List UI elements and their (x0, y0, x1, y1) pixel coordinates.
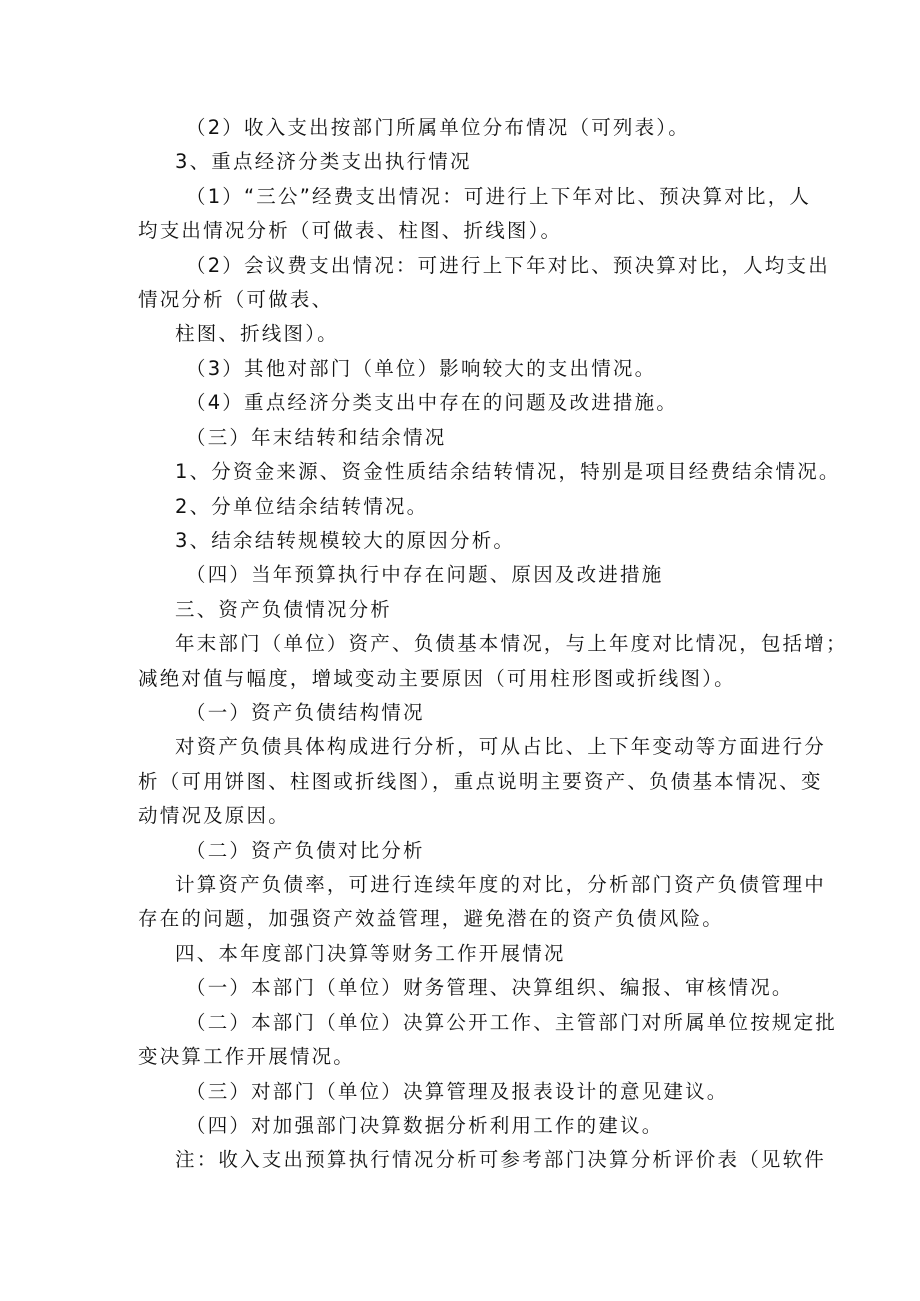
text-line: 三、资产负债情况分析 (175, 598, 393, 621)
text-line: （二）本部门（单位）决算公开工作、主管部门对所属单位按规定批 (186, 1011, 838, 1034)
text-line: （四）当年预算执行中存在问题、原因及改进措施 (186, 563, 664, 586)
text-line: 存在的问题，加强资产效益管理，避免潜在的资产负债风险。 (138, 907, 724, 930)
text-line: （一）资产负债结构情况 (186, 701, 425, 724)
text-line: 动情况及原因。 (138, 804, 290, 827)
text-line: 减绝对值与幅度，增域变动主要原因（可用柱形图或折线图）。 (138, 667, 736, 690)
text-line: （2）会议费支出情况：可进行上下年对比、预决算对比，人均支出 (186, 254, 830, 277)
text-line: （4）重点经济分类支出中存在的问题及改进措施。 (186, 391, 679, 414)
text-line: 析（可用饼图、柱图或折线图），重点说明主要资产、负债基本情况、变 (138, 770, 823, 793)
text-line: 注：收入支出预算执行情况分析可参考部门决算分析评价表（见软件 (175, 1148, 827, 1171)
text-line: （一）本部门（单位）财务管理、决算组织、编报、审核情况。 (186, 976, 794, 999)
text-line: （二）资产负债对比分析 (186, 839, 425, 862)
text-line: （3）其他对部门（单位）影响较大的支出情况。 (186, 357, 657, 380)
text-line: 柱图、折线图）。 (175, 322, 339, 345)
text-line: （1）“三公”经费支出情况：可进行上下年对比、预决算对比，人 (186, 185, 812, 208)
text-line: （四）对加强部门决算数据分析利用工作的建议。 (186, 1114, 664, 1137)
text-line: 变决算工作开展情况。 (138, 1045, 356, 1068)
text-line: 1、分资金来源、资金性质结余结转情况，特别是项目经费结余情况。 (175, 460, 841, 483)
text-line: 3、结余结转规模较大的原因分析。 (175, 529, 516, 552)
text-line: （三）年末结转和结余情况 (186, 426, 447, 449)
text-line: 均支出情况分析（可做表、柱图、折线图）。 (138, 219, 563, 242)
text-line: 2、分单位结余结转情况。 (175, 495, 429, 518)
text-line: 情况分析（可做表、 (138, 288, 334, 311)
text-line: 计算资产负债率，可进行连续年度的对比，分析部门资产负债管理中 (175, 873, 827, 896)
text-line: 对资产负债具体构成进行分析，可从占比、上下年变动等方面进行分 (175, 735, 827, 758)
text-line: 3、重点经济分类支出执行情况 (175, 150, 472, 173)
text-line: （三）对部门（单位）决算管理及报表设计的意见建议。 (186, 1080, 729, 1103)
text-line: （2）收入支出按部门所属单位分布情况（可列表）。 (186, 116, 690, 139)
text-line: 四、本年度部门决算等财务工作开展情况 (175, 942, 566, 965)
text-line: 年末部门（单位）资产、负债基本情况，与上年度对比情况，包括增； (175, 632, 848, 655)
